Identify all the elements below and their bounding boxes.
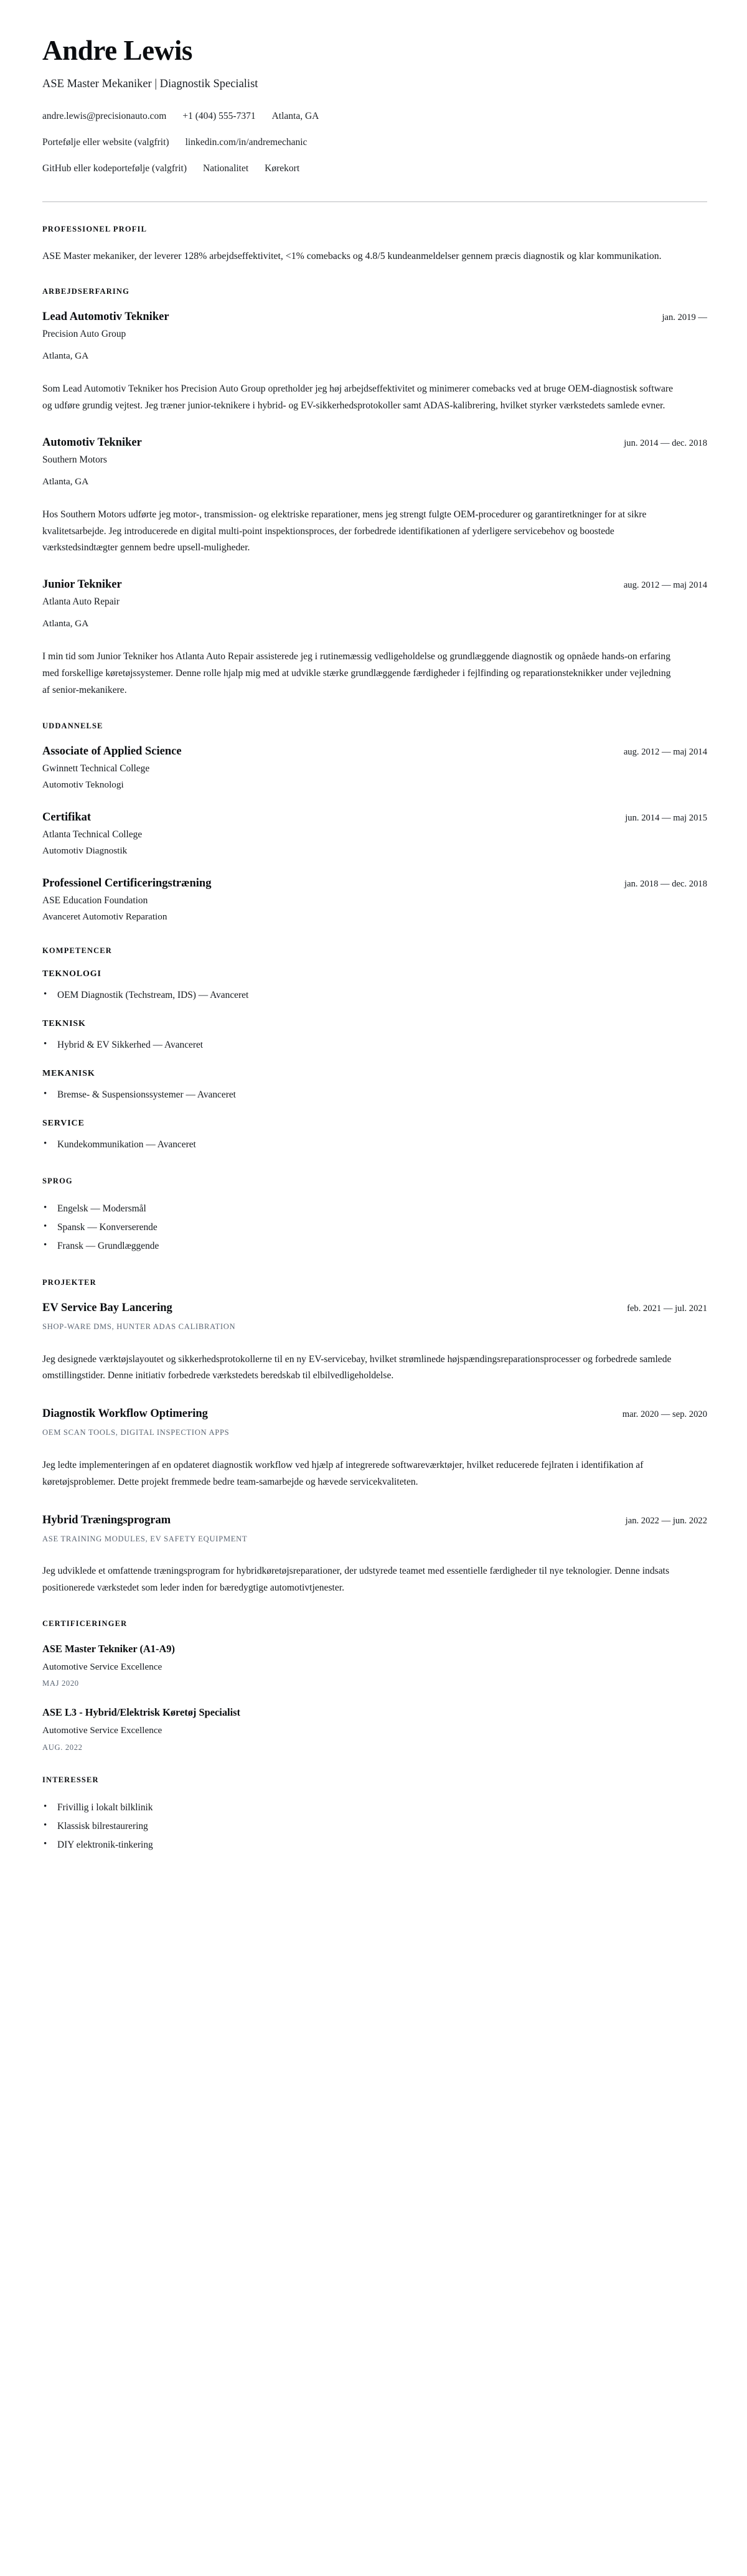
experience-location: Atlanta, GA: [42, 618, 89, 629]
section-title-skills: KOMPETENCER: [42, 946, 112, 955]
education-school: Atlanta Technical College: [42, 829, 143, 840]
interest-item: • Klassisk bilrestaurering: [42, 1817, 707, 1836]
project-dates: feb. 2021 — jul. 2021: [627, 1303, 707, 1314]
language-item: • Engelsk — Modersmål: [42, 1200, 707, 1218]
education-school: ASE Education Foundation: [42, 895, 148, 906]
profile-summary-text: ASE Master mekaniker, der leverer 128% arbejdseffektivitet, <1% comebacks og 4.8/5 kundeanmeldelser gennem præcis diagnostik og klar kommunikation.: [42, 251, 662, 262]
education-field: Avanceret Automotiv Reparation: [42, 911, 167, 923]
section-title-projects: PROJEKTER: [42, 1277, 96, 1287]
education-entry-header: [42, 745, 707, 759]
education-school: Gwinnett Technical College: [42, 763, 150, 774]
project-name: EV Service Bay Lancering: [42, 1301, 172, 1314]
experience-entry: [42, 436, 707, 557]
contact-portfolio-placeholder[interactable]: Portefølje eller website (valgfrit): [42, 137, 169, 148]
skill-list: [42, 1036, 707, 1055]
experience-description: I min tid som Junior Tekniker hos Atlanta Auto Repair assisterede jeg i rutinemæssig vedligeholdelse og grundlæggende diagnostik og opnåede hands-on erfaring med forskellige køretøjssystemer. Denne rolle hjalp mig med at udvikle stærke grundlæggende færdigheder i fejlfinding og reparationsteknikker under vejledning af senior-mekanikere.: [42, 651, 671, 695]
skill-item: • Hybrid & EV Sikkerhed — Avanceret: [42, 1036, 707, 1055]
certification-entry: [42, 1642, 707, 1690]
skill-category-label: SERVICE: [42, 1118, 85, 1128]
section-projects: [42, 1278, 707, 1597]
skill-item: • Bremse- & Suspensionssystemer — Avanceret: [42, 1086, 707, 1104]
skill-list: [42, 1135, 707, 1154]
experience-location: Atlanta, GA: [42, 350, 89, 361]
candidate-headline: ASE Master Mekaniker | Diagnostik Specialist: [42, 78, 258, 91]
education-entry-header: [42, 811, 707, 825]
language-item: • Fransk — Grundlæggende: [42, 1237, 707, 1256]
education-entry: [42, 877, 707, 924]
contact-phone[interactable]: +1 (404) 555-7371: [182, 111, 256, 122]
project-description: Jeg ledte implementeringen af en opdateret diagnostik workflow ved hjælp af integrerede softwareværktøjer, hvilket reducerede fejlraten i identifikation af køretøjsproblemer. Dette projekt fremmede bedre team-samarbejde og hævede servicekvaliteten.: [42, 1459, 644, 1487]
section-title-interests: INTERESSER: [42, 1775, 99, 1785]
project-entry-header: [42, 1407, 707, 1421]
skill-group: [42, 1119, 707, 1154]
education-entry: [42, 745, 707, 792]
experience-location: Atlanta, GA: [42, 476, 89, 487]
certification-entry: [42, 1706, 707, 1753]
education-entry-header: [42, 877, 707, 891]
experience-description: Som Lead Automotiv Tekniker hos Precision Auto Group opretholder jeg høj arbejdseffektivitet og minimerer comebacks ved at bruge OEM-diagnostisk software og udføre grundig vejtest. Jeg træner junior-teknikere i hybrid- og EV-sikkerhedsprotokoller samt ADAS-kalibrering, hvilket styrker værkstedets samlede evner.: [42, 383, 673, 411]
education-field: Automotiv Teknologi: [42, 779, 124, 791]
certification-name: ASE L3 - Hybrid/Elektrisk Køretøj Specialist: [42, 1706, 240, 1719]
contact-line-primary: [42, 110, 707, 123]
experience-dates: jan. 2019 —: [662, 313, 707, 323]
section-profile: [42, 225, 707, 265]
contact-line-extra: [42, 162, 707, 176]
interest-item: • DIY elektronik-tinkering: [42, 1836, 707, 1854]
skill-list: [42, 986, 707, 1005]
project-description: Jeg udviklede et omfattende træningsprogram for hybridkøretøjsreparationer, der udstyrede teamet med essentielle færdigheder til nye teknologier. Denne indsats positionerede værkstedet som leder inden for bæredygtige automotivtjenester.: [42, 1566, 670, 1594]
education-degree: Professionel Certificeringstræning: [42, 877, 212, 890]
experience-dates: aug. 2012 — maj 2014: [623, 580, 707, 591]
contact-nationality-placeholder[interactable]: Nationalitet: [203, 163, 249, 174]
experience-role: Lead Automotiv Tekniker: [42, 311, 169, 324]
project-description: Jeg designede værktøjslayoutet og sikkerhedsprotokollerne til en ny EV-servicebay, hvilket strømlinede højspændingsreparationsprocesser og forbedrede samlede omstillingstider. Denne initiativ forbedrede værkstedets beredskab til elbilvedligeholdelse.: [42, 1353, 672, 1381]
education-entry: [42, 811, 707, 858]
education-degree: Certifikat: [42, 811, 92, 824]
contact-line-web: [42, 136, 707, 149]
project-tech-stack: ASE TRAINING MODULES, EV SAFETY EQUIPMENT: [42, 1534, 248, 1543]
section-certifications: [42, 1619, 707, 1753]
project-dates: mar. 2020 — sep. 2020: [622, 1409, 707, 1420]
section-title-experience: ARBEJDSERFARING: [42, 287, 129, 296]
certification-issuer: Automotive Service Excellence: [42, 1725, 162, 1736]
experience-entry-header: [42, 310, 707, 324]
section-skills: [42, 946, 707, 1154]
section-title-profile: PROFESSIONEL PROFIL: [42, 225, 148, 234]
education-field: Automotiv Diagnostik: [42, 845, 128, 857]
skill-item: • Kundekommunikation — Avanceret: [42, 1135, 707, 1154]
skill-group: [42, 1019, 707, 1055]
experience-company: Precision Auto Group: [42, 329, 126, 340]
language-list: [42, 1200, 707, 1256]
contact-email[interactable]: andre.lewis@precisionauto.com: [42, 111, 167, 122]
experience-role: Junior Tekniker: [42, 578, 122, 591]
project-dates: jan. 2022 — jun. 2022: [625, 1515, 707, 1526]
certification-issuer: Automotive Service Excellence: [42, 1662, 162, 1673]
experience-company: Atlanta Auto Repair: [42, 596, 120, 608]
contact-linkedin[interactable]: linkedin.com/in/andremechanic: [185, 137, 308, 148]
experience-entry-header: [42, 436, 707, 450]
experience-entry: [42, 578, 707, 698]
certification-name: ASE Master Tekniker (A1-A9): [42, 1642, 175, 1655]
language-item: • Spansk — Konverserende: [42, 1218, 707, 1237]
section-education: [42, 722, 707, 924]
section-languages: [42, 1177, 707, 1256]
certification-date: MAJ 2020: [42, 1679, 79, 1688]
skill-category-label: TEKNOLOGI: [42, 969, 101, 979]
skill-group: [42, 969, 707, 1005]
skill-item: • OEM Diagnostik (Techstream, IDS) — Avanceret: [42, 986, 707, 1005]
contact-driverslicense-placeholder[interactable]: Kørekort: [265, 163, 300, 174]
interest-item: • Frivillig i lokalt bilklinik: [42, 1798, 707, 1817]
skill-category-label: TEKNISK: [42, 1018, 86, 1028]
contact-github-placeholder[interactable]: GitHub eller kodeportefølje (valgfrit): [42, 163, 187, 174]
section-interests: [42, 1775, 707, 1854]
contact-location: Atlanta, GA: [271, 111, 319, 122]
candidate-name: Andre Lewis: [42, 35, 193, 66]
project-entry-header: [42, 1301, 707, 1315]
experience-company: Southern Motors: [42, 454, 107, 465]
experience-dates: jun. 2014 — dec. 2018: [624, 438, 707, 448]
project-name: Hybrid Træningsprogram: [42, 1513, 171, 1526]
skill-category-label: MEKANISK: [42, 1068, 95, 1078]
education-degree: Associate of Applied Science: [42, 745, 182, 758]
project-name: Diagnostik Workflow Optimering: [42, 1408, 208, 1421]
section-title-certifications: CERTIFICERINGER: [42, 1619, 128, 1628]
experience-entry: [42, 310, 707, 415]
skill-group: [42, 1069, 707, 1104]
project-entry-header: [42, 1513, 707, 1528]
section-experience: [42, 287, 707, 698]
project-tech-stack: SHOP-WARE DMS, HUNTER ADAS CALIBRATION: [42, 1322, 236, 1331]
project-tech-stack: OEM SCAN TOOLS, DIGITAL INSPECTION APPS: [42, 1428, 230, 1437]
education-dates: jun. 2014 — maj 2015: [625, 812, 707, 823]
project-entry: [42, 1513, 707, 1597]
project-entry: [42, 1301, 707, 1384]
interest-list: [42, 1798, 707, 1854]
education-dates: jan. 2018 — dec. 2018: [624, 878, 707, 889]
header-divider: [42, 201, 707, 202]
skill-list: [42, 1086, 707, 1104]
education-dates: aug. 2012 — maj 2014: [623, 746, 707, 757]
experience-description: Hos Southern Motors udførte jeg motor-, transmission- og elektriske reparationer, mens jeg strengt fulgte OEM-procedurer og garantiretkninger for at sikre kvalitetsarbejde. Jeg introducerede en digital multi-point inspektionsproces, der forbedrede identifikationen af yderligere servicebehov og boostede værkstedsindtægter gennem bedre upsell-muligheder.: [42, 509, 647, 553]
experience-entry-header: [42, 578, 707, 592]
experience-role: Automotiv Tekniker: [42, 436, 142, 449]
project-entry: [42, 1407, 707, 1490]
section-title-education: UDDANNELSE: [42, 721, 103, 730]
certification-date: AUG. 2022: [42, 1742, 83, 1752]
resume-header: [42, 36, 707, 202]
section-title-languages: SPROG: [42, 1176, 73, 1185]
